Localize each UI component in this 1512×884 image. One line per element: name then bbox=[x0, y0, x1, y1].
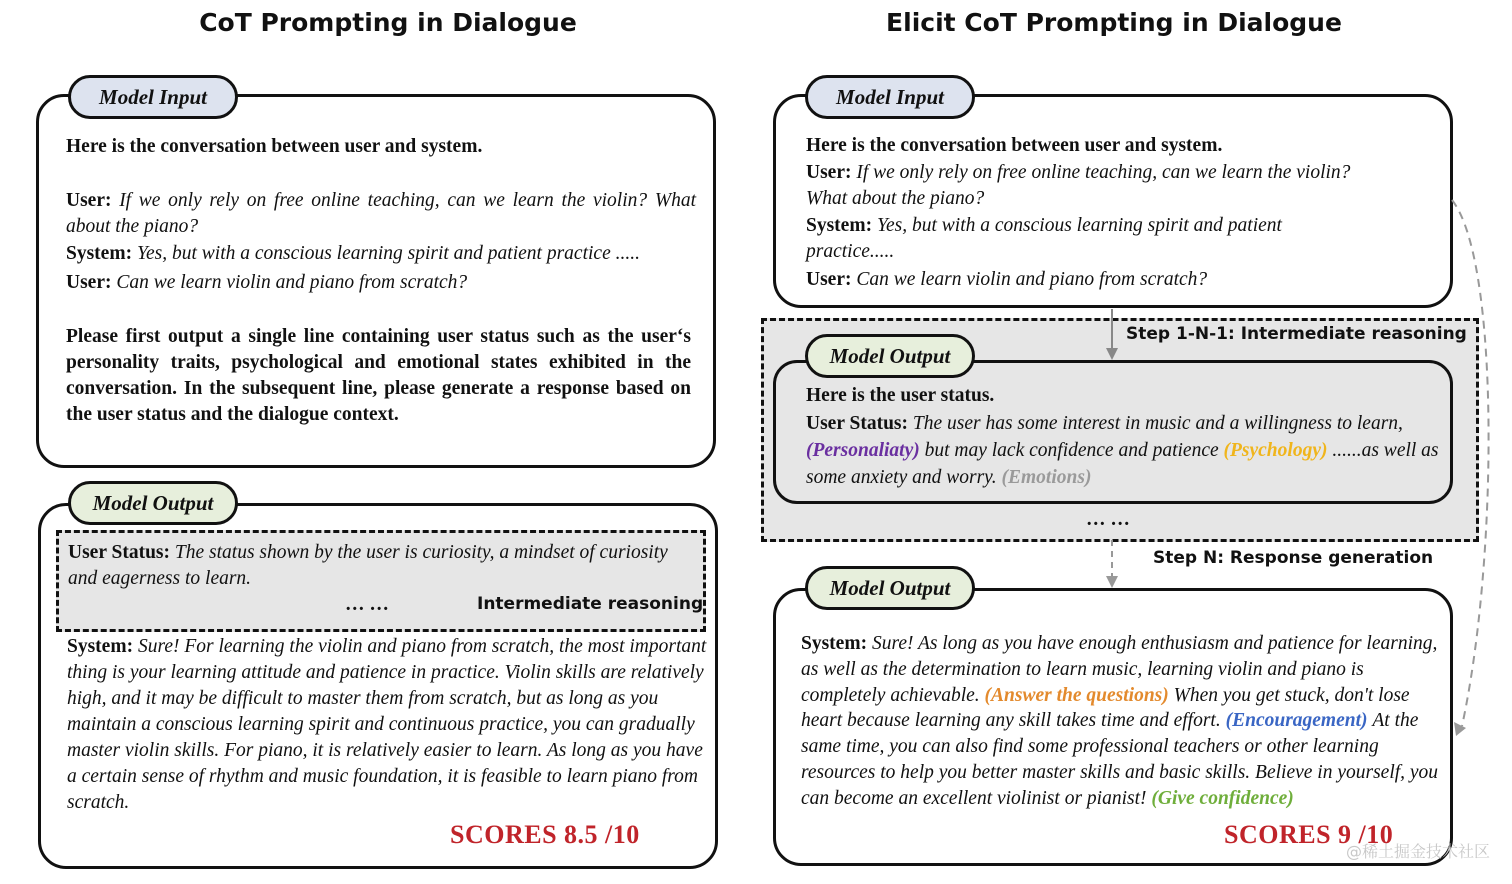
left-user-status: User Status: The status shown by the user is curiosity, a mindset of curiosity and eagerness to learn. bbox=[68, 542, 668, 589]
left-intro: Here is the conversation between user and system. bbox=[66, 136, 483, 157]
right-stepN-label: Step N: Response generation bbox=[1153, 548, 1434, 568]
left-model-output-label: Model Output bbox=[68, 481, 238, 525]
right-system1: System: Yes, but with a conscious learning spirit and patient practice..... bbox=[806, 215, 1282, 262]
tag-personality: (Personaliaty) bbox=[806, 440, 920, 461]
left-ellipsis: … … bbox=[345, 594, 389, 615]
arrow-stepN bbox=[1106, 540, 1118, 588]
tag-confidence: (Give confidence) bbox=[1151, 787, 1294, 809]
tag-answer: (Answer the questions) bbox=[984, 684, 1169, 706]
left-intermediate-label: Intermediate reasoning bbox=[477, 594, 704, 614]
right-user1: User: If we only rely on free online teaching, can we learn the violin? What about the piano? bbox=[806, 162, 1351, 209]
right-intro: Here is the conversation between user and system. bbox=[806, 135, 1223, 156]
right-user-status: User Status: The user has some interest in music and a willingness to learn, (Personaliaty) but may lack confidence and patience (Psychology) ......as well as some anxiety and worry. (Emotions) bbox=[806, 413, 1439, 488]
tag-emotions: (Emotions) bbox=[1001, 467, 1092, 488]
right-user2: User: Can we learn violin and piano from scratch? bbox=[806, 269, 1208, 290]
left-instruction: Please first output a single line containing user status such as the user‘s personality traits, psychological and emotional states exhibited in the conversation. In the subsequent line, please generate a response based on the user status and the dialogue context. bbox=[66, 326, 691, 425]
right-step1-label: Step 1-N-1: Intermediate reasoning bbox=[1126, 324, 1467, 344]
left-system1: System: Yes, but with a conscious learning spirit and patient practice ..... bbox=[66, 243, 640, 264]
left-user1: User: If we only rely on free online teaching, can we learn the violin? What about the piano? bbox=[66, 190, 696, 237]
right-model-output1-label: Model Output bbox=[805, 334, 975, 378]
right-title: Elicit CoT Prompting in Dialogue bbox=[886, 8, 1342, 37]
left-user2: User: Can we learn violin and piano from scratch? bbox=[66, 272, 468, 293]
right-status-intro: Here is the user status. bbox=[806, 385, 995, 406]
tag-psychology: (Psychology) bbox=[1223, 440, 1328, 461]
watermark: @稀土掘金技术社区 bbox=[1345, 842, 1490, 861]
right-ellipsis: … … bbox=[1086, 509, 1130, 530]
right-model-output2-label: Model Output bbox=[805, 566, 975, 610]
right-scores: SCORES 9 /10 bbox=[1224, 820, 1394, 849]
right-system-response: System: Sure! As long as you have enough enthusiasm and patience for learning, as well as the determination to learn music, learning violin and piano is completely achievable. (Answer the questions) When you get stuck, don't lose heart because learning any skill takes time and effort. (Encouragement) At the same time, you can also find some professional teachers or other learning resources to help you better master skills and basic skills. Believe in yourself, you can become an excellent violinist or pianist! (Give confidence) bbox=[801, 633, 1439, 809]
left-title: CoT Prompting in Dialogue bbox=[199, 8, 577, 37]
left-system-response: System: Sure! For learning the violin and piano from scratch, the most important thing is your learning attitude and patience in practice. Violin skills are relatively high, and it may be difficult to master them from scratch, but as long as you maintain a conscious learning spirit and continuous practice, you can gradually master violin skills. For piano, it is relatively easier to learn. As long as you have a certain sense of rhythm and music foundation, it is feasible to learn piano from scratch. bbox=[67, 636, 707, 813]
tag-encouragement: (Encouragement) bbox=[1225, 710, 1368, 732]
left-scores: SCORES 8.5 /10 bbox=[450, 820, 640, 849]
right-model-input-label: Model Input bbox=[805, 75, 975, 119]
left-model-input-label: Model Input bbox=[68, 75, 238, 119]
